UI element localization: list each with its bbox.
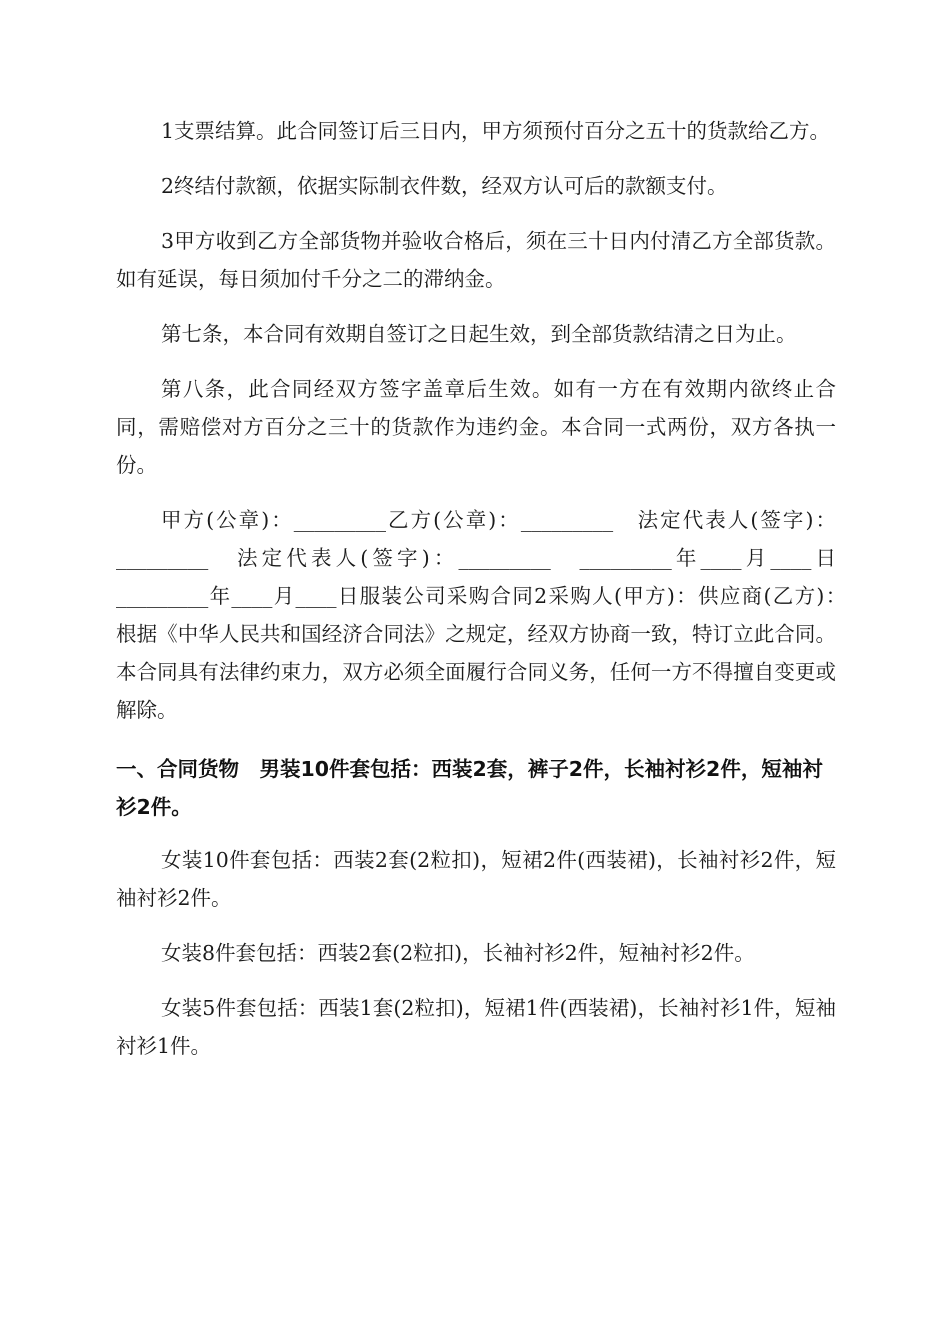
womens-8-piece-set: 女装8件套包括：西装2套(2粒扣)，长袖衬衫2件，短袖衬衫2件。 (161, 941, 755, 965)
article-seven: 第七条，本合同有效期自签订之日起生效，到全部货款结清之日为止。 (161, 322, 797, 346)
womens-5-piece-set: 女装5件套包括：西装1套(2粒扣)，短裙1件(西装裙)，长袖衬衫1件，短袖衬衫1件。 (116, 996, 836, 1058)
payment-clause-1: 1支票结算。此合同签订后三日内，甲方须预付百分之五十的货款给乙方。 (161, 119, 831, 143)
document-body (116, 112, 857, 1082)
article-eight: 第八条，此合同经双方签字盖章后生效。如有一方在有效期内欲终止合同，需赔偿对方百分之三十的货款作为违约金。本合同一式两份，双方各执一份。 (116, 377, 836, 477)
payment-clause-2: 2终结付款额，依据实际制衣件数，经双方认可后的款额支付。 (161, 174, 728, 198)
womens-10-piece-set: 女装10件套包括：西装2套(2粒扣)，短裙2件(西装裙)，长袖衬衫2件，短袖衬衫2件。 (116, 848, 836, 910)
signature-block: 甲方(公章)：_________乙方(公章)：_________ 法定代表人(签字)：_________ 法定代表人(签字)：_________ _________年____月____日 _________年____月____日服装公司采购合同2采购人(甲方)：供应商(乙方)： 根据《中华人民共和国经济合同法》之规定，经双方协商一致，特订立此合同。本合同具有法律约束力，双方必须全面履行合同义务，任何一方不得擅自变更或解除。 (116, 508, 857, 722)
section-heading-goods: 一、合同货物 男装10件套包括：西装2套，裤子2件，长袖衬衫2件，短袖衬衫2件。 (116, 757, 823, 819)
payment-clause-3: 3甲方收到乙方全部货物并验收合格后，须在三十日内付清乙方全部货款。如有延误，每日须加付千分之二的滞纳金。 (116, 229, 836, 291)
